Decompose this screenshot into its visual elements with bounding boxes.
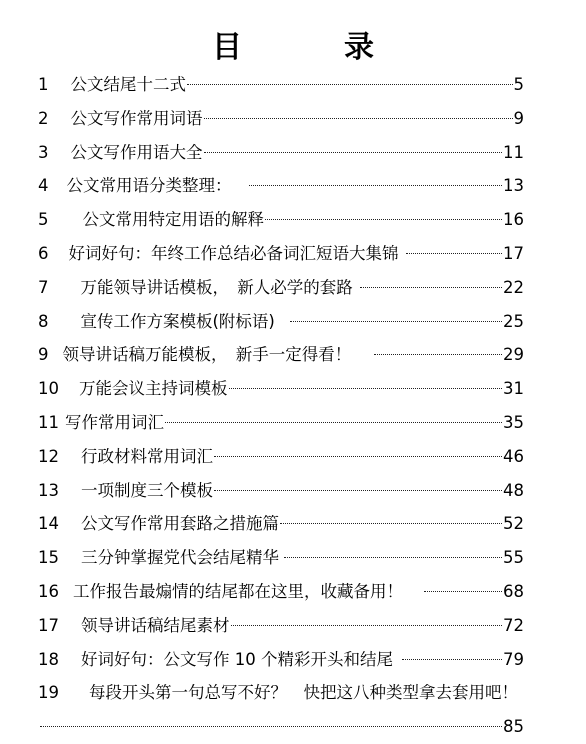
toc-entry-page: 22	[503, 277, 524, 297]
toc-entry-page: 13	[503, 176, 524, 196]
toc-entry-page: 31	[503, 379, 524, 399]
toc-entry-label: 公文写作常用词语	[70, 108, 203, 128]
toc-entry[interactable]	[38, 643, 524, 677]
toc-entry-number: 5	[38, 210, 49, 230]
toc-entry[interactable]	[38, 541, 524, 575]
toc-entry-label: 工作报告最煽情的结尾都在这里，收藏备用！	[73, 581, 403, 601]
toc-entry-page: 46	[503, 446, 524, 466]
toc-entry[interactable]	[38, 68, 524, 102]
toc-entry-label: 公文常用语分类整理：	[66, 176, 232, 196]
toc-entry[interactable]	[38, 136, 524, 170]
toc-entry-number: 1	[38, 75, 49, 94]
toc-entry-number: 18	[38, 649, 59, 669]
toc-entry[interactable]	[38, 676, 524, 710]
toc-entry-number: 10	[38, 379, 59, 399]
toc-entry-label: 好词好句：公文写作 10 个精彩开头和结尾	[81, 649, 393, 669]
dot-leader	[424, 591, 502, 592]
toc-entry-label: 写作常用词汇	[65, 412, 164, 432]
dot-leader	[406, 253, 503, 254]
toc-entry-page: 17	[503, 243, 524, 263]
toc-entry-page: 85	[503, 717, 524, 737]
page-title: 目 录	[212, 30, 410, 65]
toc-entry-label: 公文写作常用套路之措施篇	[81, 514, 279, 534]
toc-entry-label: 领导讲话稿万能模板， 新手一定得看！	[62, 345, 352, 365]
toc-entry-number: 6	[38, 243, 49, 263]
toc-entry-page: 79	[503, 649, 524, 669]
toc-entry-page: 5	[513, 75, 524, 94]
toc-entry-label: 公文结尾十二式	[70, 75, 186, 94]
toc-entry-page: 9	[513, 108, 524, 128]
toc-entry-label: 万能领导讲话模板， 新人必学的套路	[80, 277, 353, 297]
toc-entry-number: 3	[38, 142, 49, 162]
toc-entry-number: 16	[38, 581, 59, 601]
toc-entry[interactable]	[38, 237, 524, 271]
toc-entry-label: 领导讲话稿结尾素材	[81, 615, 230, 635]
toc-entry-label: 万能会议主持词模板	[79, 379, 228, 399]
toc-entry-number: 4	[38, 176, 49, 196]
toc-entry-label: 三分钟掌握党代会结尾精华	[81, 548, 279, 568]
toc-entry-label: 一项制度三个模板	[81, 480, 213, 500]
toc-entry[interactable]	[38, 609, 524, 643]
toc-entry-number: 19	[38, 683, 59, 703]
toc-entry[interactable]	[38, 338, 524, 372]
dot-leader	[204, 152, 503, 153]
toc-entry[interactable]	[38, 507, 524, 541]
toc-entry[interactable]	[38, 305, 524, 339]
toc-entry-number: 13	[38, 480, 59, 500]
toc-entry-page: 68	[503, 581, 524, 601]
dot-leader	[360, 287, 502, 288]
toc-entry-number: 8	[38, 311, 49, 331]
toc-entry-number: 2	[38, 108, 49, 128]
dot-leader	[229, 388, 503, 389]
toc-entry-label: 行政材料常用词汇	[81, 446, 213, 466]
toc-entry-page: 11	[503, 142, 524, 162]
toc-entry-number: 11	[38, 412, 59, 432]
toc-entry-number: 14	[38, 514, 59, 534]
toc-entry-page: 52	[503, 514, 524, 534]
toc-entry-number: 15	[38, 548, 59, 568]
dot-leader	[374, 354, 502, 355]
dot-leader	[284, 557, 502, 558]
dot-leader	[249, 185, 503, 186]
dot-leader	[214, 456, 502, 457]
dot-leader	[290, 321, 502, 322]
dot-leader	[265, 219, 502, 220]
toc-entry[interactable]	[38, 271, 524, 305]
toc-entry[interactable]	[38, 169, 524, 203]
toc-entry-label: 好词好句：年终工作总结必备词汇短语大集锦	[68, 243, 399, 263]
toc-entry-page: 25	[503, 311, 524, 331]
toc-entry-page: 29	[503, 345, 524, 365]
toc-entry[interactable]	[38, 102, 524, 136]
toc-entry-number: 17	[38, 615, 59, 635]
toc-entry-page: 48	[503, 480, 524, 500]
toc-entry-label: 每段开头第一句总写不好？ 快把这八种类型拿去套用吧！	[89, 683, 518, 703]
toc-entry-page: 35	[503, 412, 524, 432]
toc-entry[interactable]	[38, 203, 524, 237]
dot-leader	[40, 726, 502, 727]
toc-entry-number: 12	[38, 446, 59, 466]
dot-leader	[402, 659, 502, 660]
toc-entry[interactable]	[38, 474, 524, 508]
dot-leader	[165, 422, 502, 423]
dot-leader	[204, 118, 513, 119]
toc-entry-number: 7	[38, 277, 49, 297]
toc-entry-page: 55	[503, 548, 524, 568]
toc-entry-page: 72	[503, 615, 524, 635]
toc-entry-number: 9	[38, 345, 49, 365]
toc-entry[interactable]	[38, 575, 524, 609]
toc-entry-label: 宣传工作方案模板(附标语)	[80, 311, 275, 331]
dot-leader	[280, 523, 502, 524]
dot-leader	[231, 625, 503, 626]
toc-entry-label: 公文常用特定用语的解释	[82, 210, 264, 230]
toc-entry[interactable]	[38, 406, 524, 440]
toc-entry-page: 16	[503, 210, 524, 230]
toc-entry-label: 公文写作用语大全	[70, 142, 203, 162]
table-of-contents	[38, 68, 524, 744]
dot-leader	[187, 84, 513, 85]
toc-entry[interactable]	[38, 372, 524, 406]
dot-leader	[214, 490, 502, 491]
toc-entry[interactable]	[38, 440, 524, 474]
